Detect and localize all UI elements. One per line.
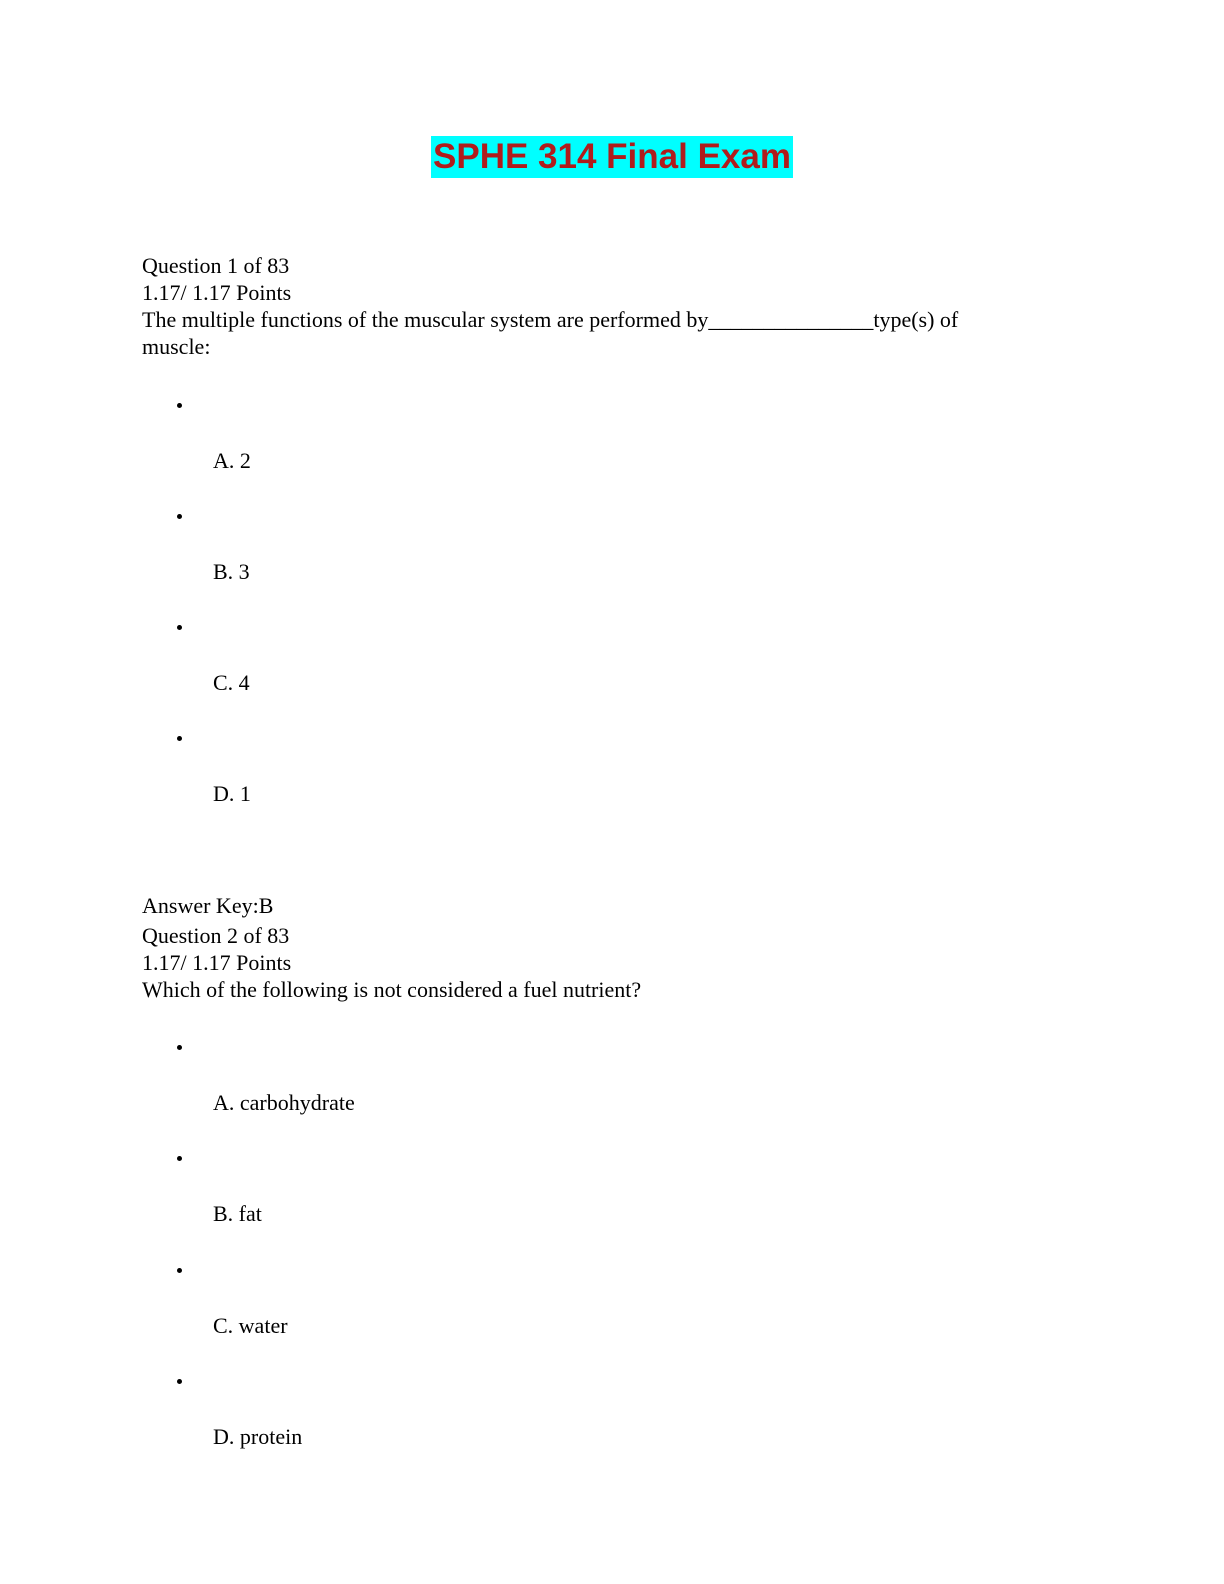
question-1-answer-key: Answer Key:B — [142, 893, 274, 918]
question-2-option-b[interactable]: B. fat — [213, 1201, 262, 1226]
question-2-prompt: Which of the following is not considered a fuel nutrient? — [142, 977, 642, 1002]
question-2-header: Question 2 of 83 — [142, 923, 290, 948]
question-1-option-b[interactable]: B. 3 — [213, 559, 250, 584]
question-2-points: 1.17/ 1.17 Points — [142, 950, 292, 975]
question-2-option-a[interactable]: A. carbohydrate — [213, 1090, 355, 1115]
option-bullet — [177, 1045, 182, 1050]
question-1-points: 1.17/ 1.17 Points — [142, 280, 292, 305]
question-1-header: Question 1 of 83 — [142, 253, 290, 278]
question-1-option-a[interactable]: A. 2 — [213, 448, 251, 473]
title-container — [0, 136, 1224, 178]
page-title: SPHE 314 Final Exam — [433, 137, 791, 176]
option-bullet — [177, 514, 182, 519]
question-2-option-c[interactable]: C. water — [213, 1313, 288, 1338]
option-bullet — [177, 403, 182, 408]
question-1-option-c[interactable]: C. 4 — [213, 670, 250, 695]
option-bullet — [177, 1379, 182, 1384]
question-1-prompt: The multiple functions of the muscular system are performed by_______________type(s) of muscle: — [142, 307, 959, 359]
option-bullet — [177, 625, 182, 630]
option-bullet — [177, 1156, 182, 1161]
option-bullet — [177, 1268, 182, 1273]
option-bullet — [177, 736, 182, 741]
question-2-option-d[interactable]: D. protein — [213, 1424, 303, 1449]
question-1-option-d[interactable]: D. 1 — [213, 781, 251, 806]
